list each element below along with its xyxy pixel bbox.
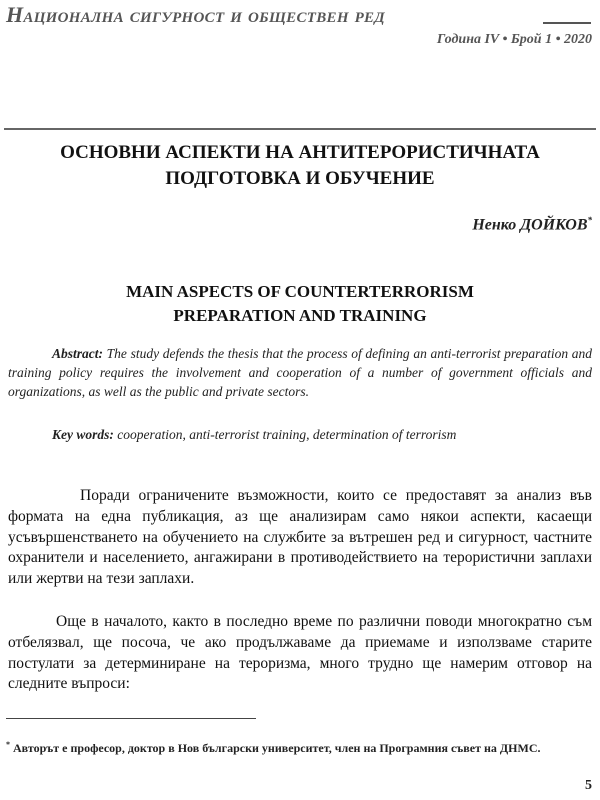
journal-title: Национална сигурност и обществен ред (6, 2, 385, 27)
article-title-bulgarian (10, 140, 590, 192)
footnote-mark: * (6, 740, 10, 749)
footnote (6, 736, 594, 757)
abstract-label: Abstract: (52, 346, 104, 361)
footnote-divider (6, 718, 256, 719)
title-bg-line-2: ПОДГОТОВКА И ОБУЧЕНИЕ (165, 168, 435, 189)
title-en-line-1: MAIN ASPECTS OF COUNTERTERRORISM (126, 282, 474, 301)
keywords (52, 425, 600, 444)
abstract-text: The study defends the thesis that the process of defining an anti-terrorist preparation and training policy requires the involvement and cooperation of a number of government officials and organizations, as well as the public and private sectors. (8, 346, 593, 399)
author-name (472, 215, 592, 234)
abstract (8, 344, 592, 401)
header-divider (4, 128, 596, 130)
article-title-english (10, 280, 590, 328)
journal-title-underline (543, 22, 591, 24)
body-paragraph-2: Още в началото, както в последно време по различни поводи многократно съм отбелязвал, ще посоча, че ако продължаваме да приемаме и използваме старите постулати за детерминиране на тероризма, много трудно ще намерим отговор на следните въпроси: (8, 613, 592, 693)
title-en-line-2: PREPARATION AND TRAINING (173, 306, 427, 325)
keywords-label: Key words: (52, 427, 114, 442)
journal-issue: Година IV • Брой 1 • 2020 (436, 32, 592, 47)
body-paragraph-1: Поради ограничените възможности, които се предоставят за анализ във формата на една публикация, аз ще анализирам само някои аспекти, касаещи усъвършенстването на обучението на службите за вътрешен ред и сигурност, частните охранители и населението, ангажирани в противодействието на терористични заплахи или жертви на тези заплахи. (8, 487, 592, 588)
author-footnote-mark: * (587, 215, 592, 225)
page-number: 5 (585, 778, 592, 793)
footnote-text: Авторът е професор, доктор в Нов български университет, член на Програмния съвет на ДНМС. (10, 741, 541, 755)
author-text: Ненко ДОЙКОВ (472, 216, 588, 234)
title-bg-line-1: ОСНОВНИ АСПЕКТИ НА АНТИТЕРОРИСТИЧНАТА (60, 142, 540, 163)
keywords-text: cooperation, anti-terrorist training, determination of terrorism (117, 427, 457, 442)
